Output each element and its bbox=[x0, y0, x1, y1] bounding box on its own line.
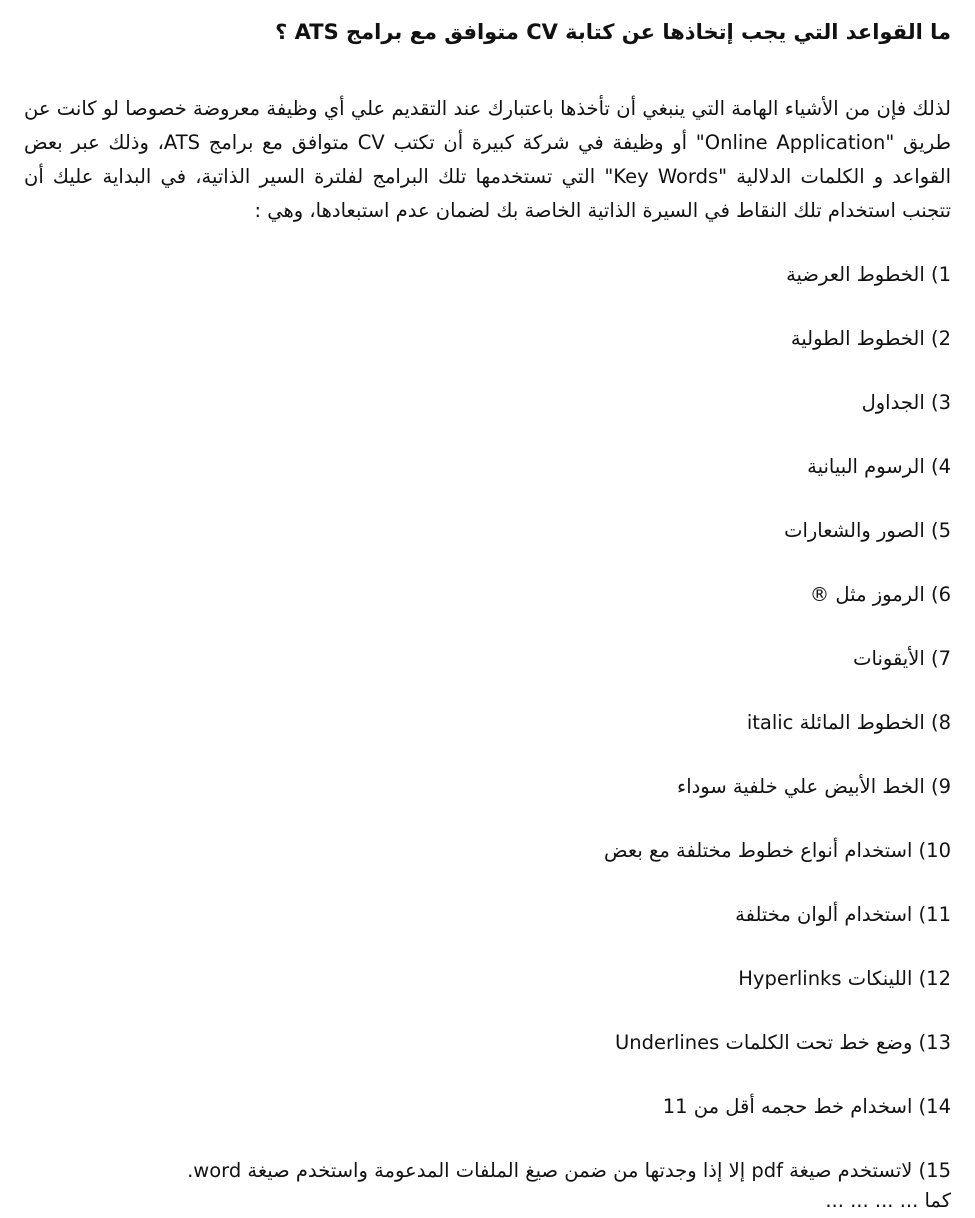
intro-paragraph: لذلك فإن من الأشياء الهامة التي ينبغي أن تأخذها باعتبارك عند التقديم علي أي وظيفة معروضة خصوصا لو كانت عن طريق "Online Application" أو وظيفة في شركة كبيرة أن تكتب CV متوافق مع برامج ATS، وذلك عبر بعض القواعد و الكلمات الدلالية "Key Words" التي تستخدمها تلك البرامج لفلترة السير الذاتية، في البداية عليك أن تتجنب استخدام تلك النقاط في السيرة الذاتية الخاصة بك لضمان عدم استبعادها، وهي : bbox=[24, 97, 952, 222]
rule-item: 13) وضع خط تحت الكلمات Underlines bbox=[614, 1031, 951, 1054]
rule-item: 9) الخط الأبيض علي خلفية سوداء bbox=[677, 775, 951, 798]
rule-item: 10) استخدام أنواع خطوط مختلفة مع بعض bbox=[604, 839, 951, 862]
rule-item: 8) الخطوط المائلة italic bbox=[746, 711, 951, 734]
rule-item: 5) الصور والشعارات bbox=[784, 519, 951, 542]
rule-item: 6) الرموز مثل ® bbox=[809, 583, 951, 606]
rule-item: 14) اسخدام خط حجمه أقل من 11 bbox=[662, 1095, 951, 1118]
rule-item: 15) لاتستخدم صيغة pdf إلا إذا وجدتها من ضمن صيغ الملفات المدعومة واستخدم صيغة word. bbox=[187, 1159, 951, 1182]
cutoff-text-line: كما ... ... ... ... bbox=[825, 1189, 951, 1212]
rules-list bbox=[24, 258, 951, 1188]
rule-item: 7) الأيقونات bbox=[853, 647, 951, 670]
rule-item: 3) الجداول bbox=[861, 391, 951, 414]
rule-item: 11) استخدام ألوان مختلفة bbox=[735, 903, 951, 926]
rule-item: 1) الخطوط العرضية bbox=[786, 263, 951, 286]
rule-item: 12) اللينكات Hyperlinks bbox=[738, 967, 951, 990]
rule-item: 4) الرسوم البيانية bbox=[807, 455, 951, 478]
rule-item: 2) الخطوط الطولية bbox=[790, 327, 951, 350]
article-title: ما القواعد التي يجب إتخاذها عن كتابة CV متوافق مع برامج ATS ؟ bbox=[275, 20, 951, 44]
